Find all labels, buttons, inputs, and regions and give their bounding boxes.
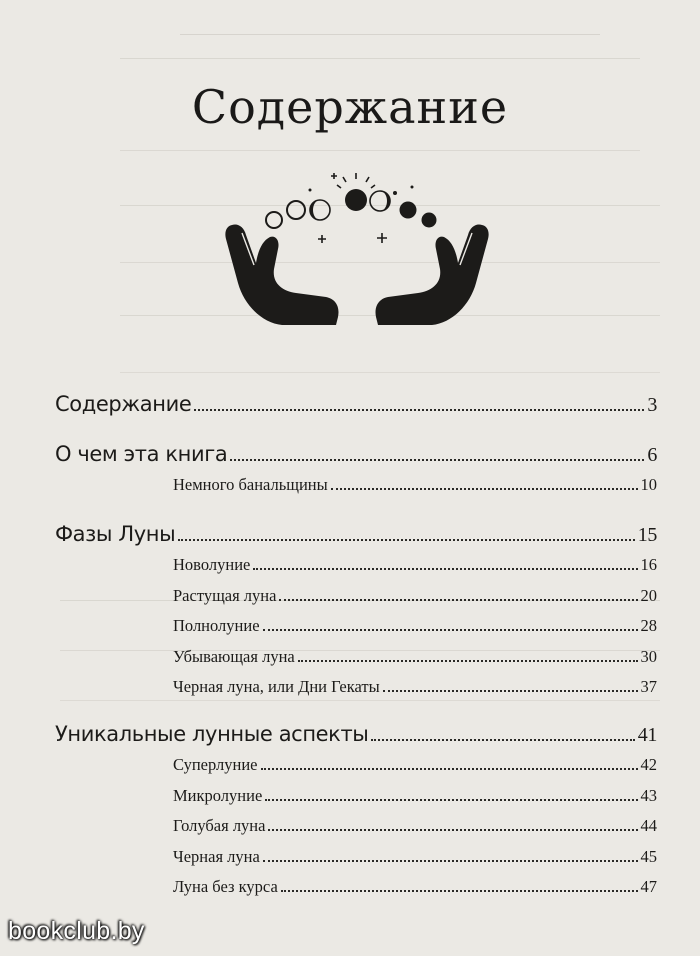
toc-section[interactable]	[173, 647, 657, 667]
toc-page-number: 47	[640, 877, 657, 896]
toc-section[interactable]	[173, 555, 657, 575]
toc-section[interactable]	[173, 786, 657, 806]
toc-section[interactable]	[173, 877, 657, 897]
toc-page-number: 45	[640, 846, 657, 866]
dot-leader	[263, 859, 638, 862]
hands-moon-emblem	[222, 165, 492, 330]
page-title: Содержание	[191, 80, 509, 134]
toc-chapter-title: Содержание	[55, 392, 192, 416]
toc-page-number: 3	[647, 394, 657, 416]
toc-section-title: Луна без курса	[173, 877, 278, 896]
toc-page-number: 20	[640, 585, 657, 605]
dot-leader	[371, 738, 634, 741]
dot-leader	[298, 659, 638, 662]
toc-chapter[interactable]	[55, 522, 657, 547]
toc-section-title: Полнолуние	[173, 616, 260, 635]
toc-page-number: 30	[640, 646, 657, 666]
toc-chapter[interactable]	[55, 442, 657, 467]
dot-leader	[194, 408, 644, 411]
dot-leader	[253, 567, 637, 570]
dot-leader	[178, 538, 634, 541]
toc-section[interactable]	[173, 816, 657, 836]
toc-page-number: 10	[640, 475, 657, 494]
toc-page-number: 44	[640, 816, 657, 835]
toc-chapter-title: Фазы Луны	[55, 522, 176, 546]
toc-page-number: 15	[637, 524, 657, 546]
toc-section-title: Суперлуние	[173, 755, 258, 774]
toc-page-number: 43	[640, 785, 657, 805]
toc-section-title: Голубая луна	[173, 816, 266, 835]
toc-section-title: Убывающая луна	[173, 646, 295, 666]
dot-leader	[279, 598, 637, 601]
dot-leader	[261, 767, 638, 770]
dot-leader	[281, 889, 638, 892]
toc-page-number: 6	[647, 444, 657, 466]
toc-section-title: Растущая луна	[173, 585, 277, 605]
toc-section[interactable]	[173, 677, 657, 697]
dot-leader	[331, 487, 638, 490]
dot-leader	[268, 828, 637, 831]
dot-leader	[230, 458, 644, 461]
toc-chapter-title: О чем эта книга	[55, 442, 228, 466]
watermark: bookclub.by	[8, 917, 145, 945]
toc-section[interactable]	[173, 847, 657, 867]
toc-section-title: Новолуние	[173, 555, 251, 574]
toc-section[interactable]	[173, 616, 657, 636]
toc-section-title: Черная луна, или Дни Гекаты	[173, 677, 380, 696]
toc-section[interactable]	[173, 586, 657, 606]
dot-leader	[263, 628, 638, 631]
toc-chapter[interactable]	[55, 722, 657, 747]
toc-chapter-title: Уникальные лунные аспекты	[55, 722, 369, 746]
toc-section[interactable]	[173, 475, 657, 495]
toc-section-title: Черная луна	[173, 846, 260, 866]
toc-page-number: 42	[640, 755, 657, 774]
toc-chapter[interactable]	[55, 392, 657, 417]
toc-page-number: 37	[640, 677, 657, 696]
toc-section[interactable]	[173, 755, 657, 775]
toc-section-title: Микролуние	[173, 785, 263, 805]
toc-page-number: 41	[637, 724, 657, 746]
toc-section-title: Немного банальщины	[173, 475, 328, 494]
toc-page-number: 16	[640, 555, 657, 574]
toc-page-number: 28	[640, 616, 657, 635]
dot-leader	[265, 798, 637, 801]
dot-leader	[383, 689, 638, 692]
